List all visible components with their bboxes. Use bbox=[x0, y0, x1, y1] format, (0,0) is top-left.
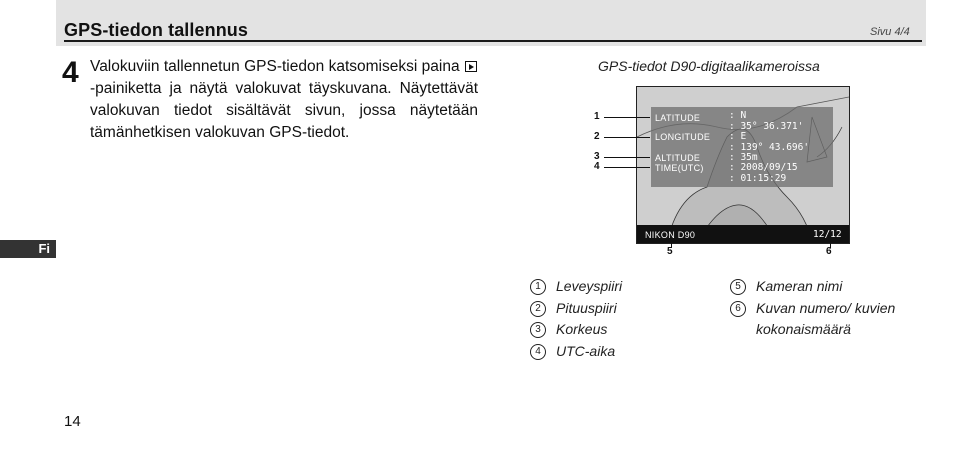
legend-number: 2 bbox=[530, 301, 546, 317]
camera-lcd-screen bbox=[636, 86, 850, 244]
time-value: : 01:15:29 bbox=[729, 173, 787, 184]
callout-6: 6 bbox=[826, 246, 832, 257]
legend-number: 1 bbox=[530, 279, 546, 295]
legend-number: 4 bbox=[530, 344, 546, 360]
latitude-value: : 35° 36.371' bbox=[729, 121, 804, 132]
legend-number: 5 bbox=[730, 279, 746, 295]
legend-label: UTC-aika bbox=[556, 342, 616, 359]
step-text-part-1: Valokuviin tallennetun GPS-tiedon katsomiseksi paina bbox=[90, 58, 460, 75]
callout-2: 2 bbox=[594, 131, 600, 142]
camera-name: NIKON D90 bbox=[645, 230, 696, 240]
altitude-value: : 35m bbox=[729, 152, 758, 163]
legend-label: Pituuspiiri bbox=[556, 299, 617, 316]
latitude-label: LATITUDE bbox=[655, 113, 701, 123]
callout-line-4 bbox=[604, 167, 650, 168]
legend-label: Korkeus bbox=[556, 321, 608, 337]
step-text bbox=[90, 56, 478, 144]
callout-1: 1 bbox=[594, 111, 600, 122]
longitude-label: LONGITUDE bbox=[655, 132, 711, 142]
time-label: TIME(UTC) bbox=[655, 163, 704, 173]
longitude-ref: : E bbox=[729, 131, 747, 142]
callout-line-3 bbox=[604, 157, 650, 158]
page-title: GPS-tiedon tallennus bbox=[64, 20, 249, 40]
legend-label: Leveyspiiri bbox=[556, 278, 623, 294]
callout-line-2 bbox=[604, 137, 650, 138]
callout-3: 3 bbox=[594, 151, 600, 162]
legend-item bbox=[530, 341, 710, 363]
legend-label: Kuvan numero/ kuvien kokonaismäärä bbox=[756, 299, 896, 337]
legend-item bbox=[530, 276, 710, 298]
legend-right bbox=[730, 276, 920, 341]
date-value: : 2008/09/15 bbox=[729, 162, 798, 173]
legend-left bbox=[530, 276, 710, 362]
figure-caption: GPS-tiedot D90-digitaalikameroissa bbox=[598, 58, 820, 74]
legend-label: Kameran nimi bbox=[756, 278, 843, 294]
page-indicator: Sivu 4/4 bbox=[870, 26, 910, 38]
legend-item bbox=[530, 319, 710, 341]
playback-button-icon bbox=[465, 61, 477, 72]
page-number: 14 bbox=[64, 413, 81, 430]
callout-5: 5 bbox=[667, 246, 673, 257]
legend-item bbox=[730, 298, 920, 341]
step-number: 4 bbox=[62, 56, 79, 89]
step-text-part-2: -painiketta ja näytä valokuvat täyskuvana. Näytettävät valokuvan tiedot sisältävät sivun, jossa näytetään tämänhetkisen valokuvan GPS-tiedot. bbox=[90, 80, 478, 141]
callout-4: 4 bbox=[594, 161, 600, 172]
longitude-value: : 139° 43.696' bbox=[729, 142, 810, 153]
altitude-label: ALTITUDE bbox=[655, 153, 701, 163]
language-tab: Fi bbox=[0, 240, 56, 258]
legend-number: 3 bbox=[530, 322, 546, 338]
image-count: 12/12 bbox=[813, 229, 842, 240]
legend-item bbox=[530, 298, 710, 320]
callout-line-1 bbox=[604, 117, 650, 118]
header-rule bbox=[64, 40, 922, 42]
legend-item bbox=[730, 276, 920, 298]
latitude-ref: : N bbox=[729, 110, 747, 121]
legend-number: 6 bbox=[730, 301, 746, 317]
